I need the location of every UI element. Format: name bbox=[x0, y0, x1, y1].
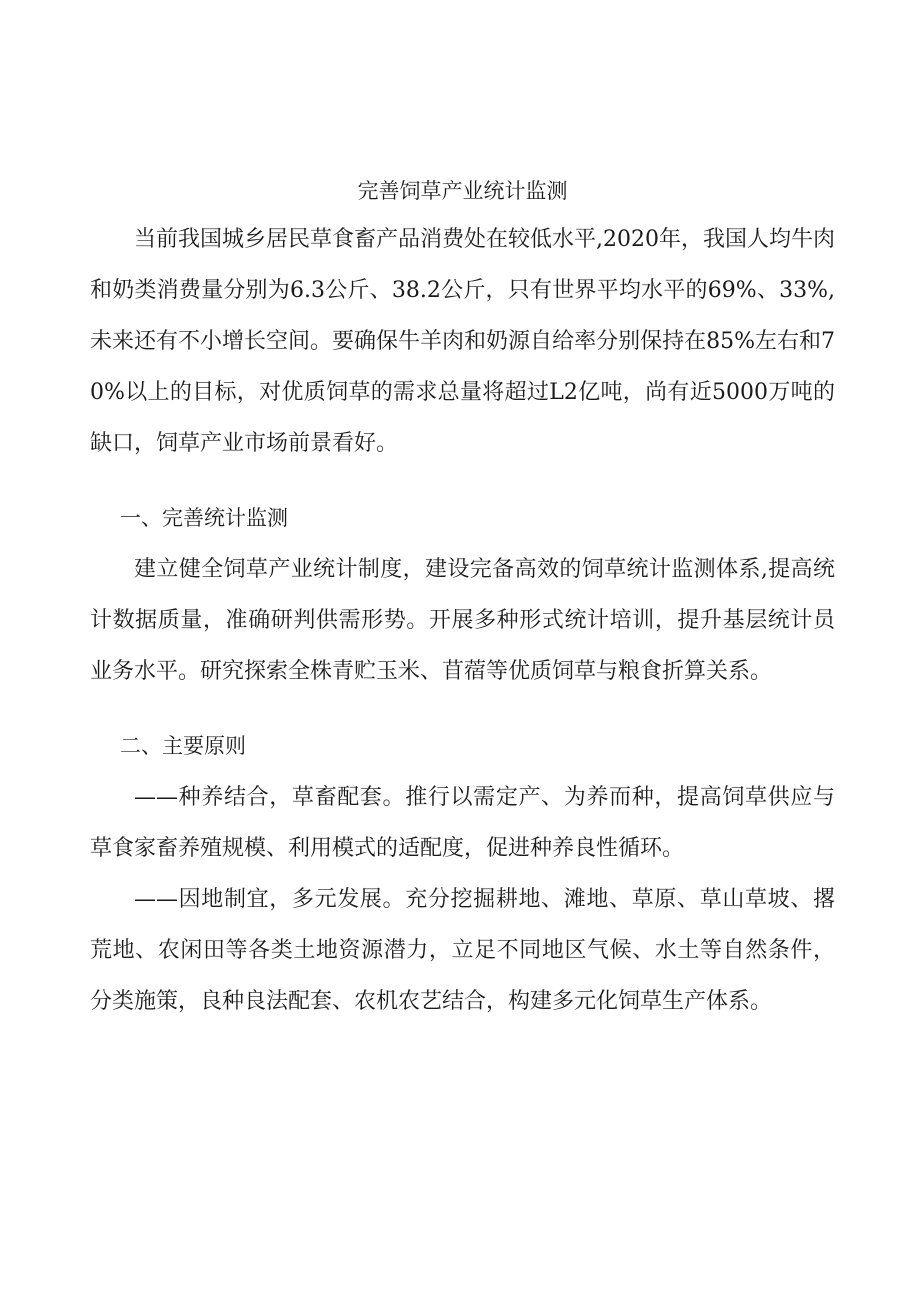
principle-paragraph-2: ——因地制宜，多元发展。充分挖掘耕地、滩地、草原、草山草坡、撂荒地、农闲田等各类土地资源潜力，立足不同地区气候、水土等自然条件，分类施策，良种良法配套、农机农艺结合，构建多元化饲草生产体系。 bbox=[90, 887, 835, 1014]
document-title: 完善饲草产业统计监测 bbox=[357, 179, 568, 203]
statistics-paragraph: 建立健全饲草产业统计制度，建设完备高效的饲草统计监测体系,提高统计数据质量，准确研判供需形势。开展多种形式统计培训，提升基层统计员业务水平。研究探索全株青贮玉米、苜蓿等优质饲草与粮食折算关系。 bbox=[90, 557, 835, 684]
section-heading-principles: 二、主要原则 bbox=[120, 734, 246, 758]
section-heading-statistics: 一、完善统计监测 bbox=[120, 506, 288, 530]
intro-paragraph: 当前我国城乡居民草食畜产品消费处在较低水平,2020年，我国人均牛肉和奶类消费量分别为6.3公斤、38.2公斤，只有世界平均水平的69%、33%,未来还有不小增长空间。要确保牛羊肉和奶源自给率分别保持在85%左右和70%以上的目标，对优质饲草的需求总量将超过L2亿吨，尚有近5000万吨的缺口，饲草产业市场前景看好。 bbox=[90, 227, 835, 456]
principle-paragraph-1: ——种养结合，草畜配套。推行以需定产、为养而种，提高饲草供应与草食家畜养殖规模、利用模式的适配度，促进种养良性循环。 bbox=[90, 785, 835, 861]
document-page bbox=[90, 168, 835, 1027]
